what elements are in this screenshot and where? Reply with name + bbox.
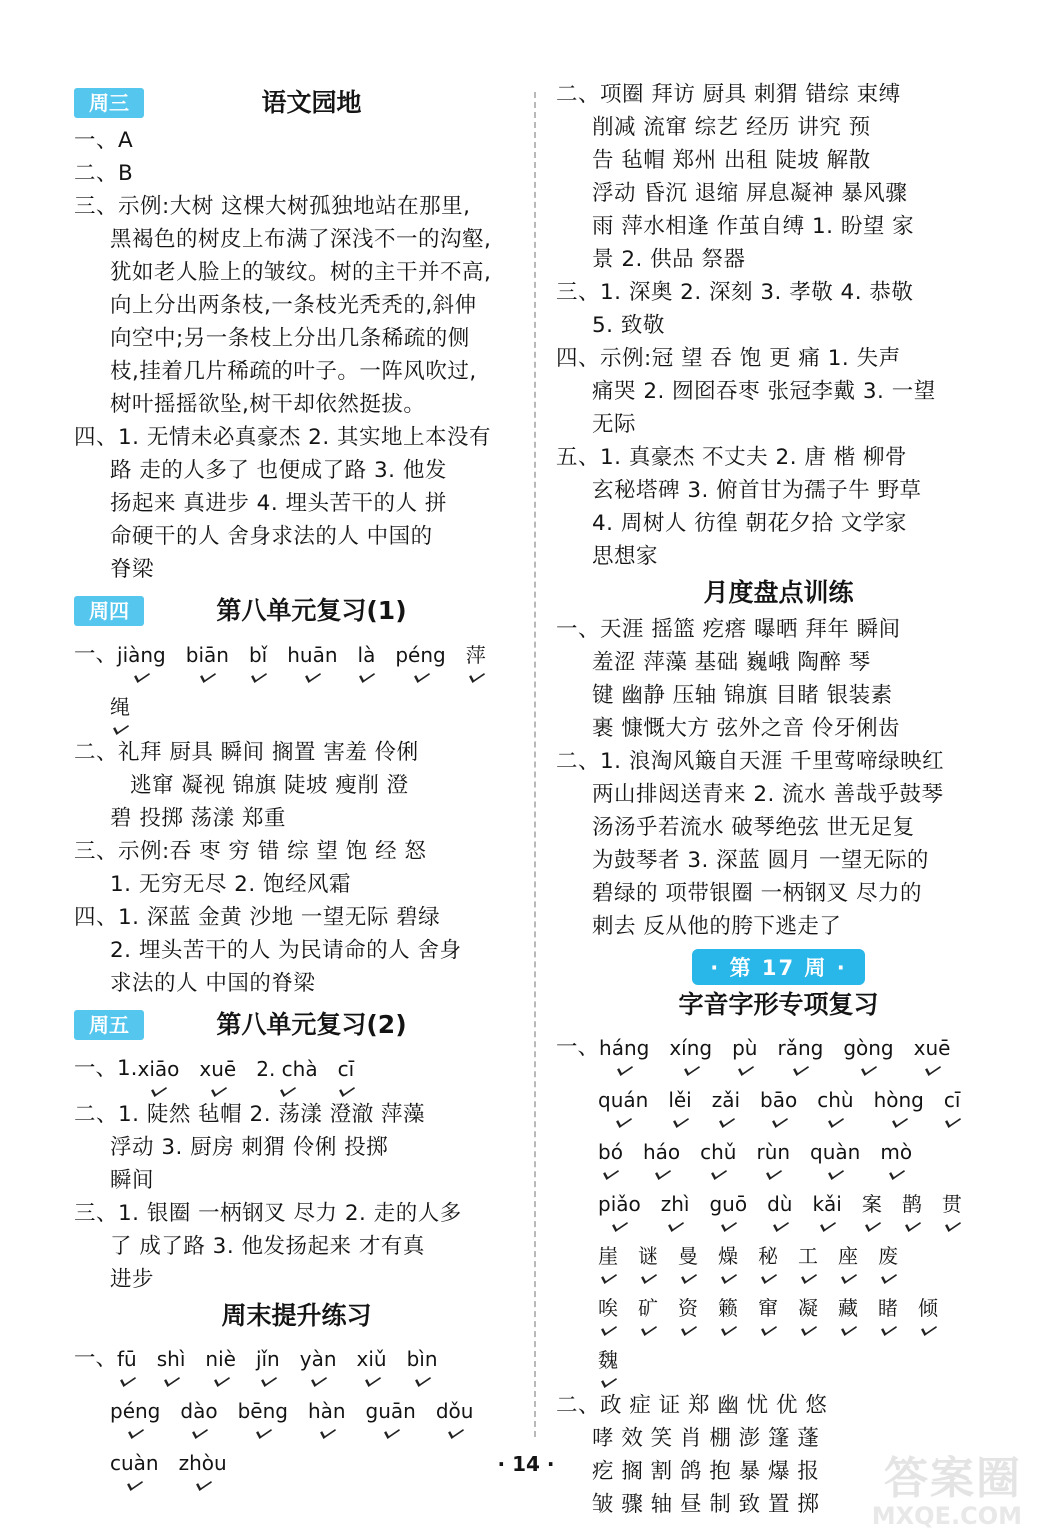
answer-line: 二、政 症 证 郑 幽 忧 优 悠 [556,1393,828,1418]
pinyin-item: huān [287,632,337,684]
week-badge: · 第 17 周 · [556,949,1001,985]
pinyin-list [598,1285,938,1337]
watermark-url: MXQE.COM [871,1502,1022,1530]
pinyin-item: mò [880,1129,912,1181]
pinyin-item: quán [598,1077,648,1129]
answer-line: 命硬干的人 舍身求法的人 中国的 [110,524,433,549]
pinyin-item: xuē [914,1025,951,1077]
item-number: 一、 [74,1346,118,1371]
answer-line: 二、B [74,161,134,186]
answer-block [74,124,519,586]
answer-line: 求法的人 中国的脊梁 [110,971,316,996]
pinyin-item: 废 [878,1233,898,1285]
pinyin-item: dào [180,1388,217,1440]
answer-line: 向上分出两条枝,一条枝光秃秃的,斜伸 [110,293,477,318]
pinyin-item: zhì [661,1181,690,1233]
answer-block [556,78,1001,573]
answer-line: 三、1. 银圈 一柄钢叉 尽力 2. 走的人多 [74,1201,462,1226]
answer-line: 逃窜 凝视 锦旗 陡坡 瘦削 澄 [130,773,409,798]
pinyin-item: cī [338,1046,355,1098]
section-header [74,82,519,124]
pinyin-row [556,1233,1001,1285]
pinyin-item: 倾 [918,1285,938,1337]
watermark-logo: 答案圈 [884,1453,1022,1504]
answer-line: 脊梁 [110,557,155,582]
pinyin-item: bāo [760,1077,797,1129]
pinyin-item: 凝 [798,1285,818,1337]
answer-line: 为鼓琴者 3. 深蓝 圆月 一望无际的 [592,848,929,873]
section-header [74,1004,519,1046]
pinyin-list [74,1388,519,1440]
answer-line: 玄秘塔碑 3. 俯首甘为孺子牛 野草 [592,478,922,503]
pinyin-item: 资 [678,1285,698,1337]
pinyin-item: 贯 [942,1181,962,1233]
pinyin-item: zhòu [179,1440,227,1492]
pinyin-item: péng [395,632,445,684]
answer-line: 树叶摇摇欲坠,树干却依然挺拔。 [110,392,426,417]
pinyin-list [598,1337,618,1389]
answer-line: 了 成了路 3. 他发扬起来 才有真 [110,1234,425,1259]
pinyin-item: hòng [874,1077,924,1129]
answer-line: 裹 慷慨大方 弦外之音 伶牙俐齿 [592,716,901,741]
item-number: 一、 [556,1035,600,1060]
answer-line: 三、示例:吞 枣 穷 错 综 望 饱 经 怒 [74,839,427,864]
pinyin-item: 崖 [598,1233,618,1285]
pinyin-item: 曼 [678,1233,698,1285]
answer-line: 进步 [110,1267,155,1292]
pinyin-item: 矿 [638,1285,658,1337]
pinyin-item: bó [598,1129,623,1181]
pinyin-item: 鹊 [902,1181,922,1233]
pinyin-row [556,1337,1001,1389]
pinyin-item: háo [643,1129,680,1181]
pinyin-item: guān [366,1388,416,1440]
section-title: 字音字形专项复习 [678,990,879,1019]
answer-line: 无际 [592,412,637,437]
pinyin-item: bìn [407,1336,438,1388]
pinyin-item: chǔ [700,1129,736,1181]
pinyin-row [556,1181,1001,1233]
answer-line: 三、1. 深奥 2. 深刻 3. 孝敬 4. 恭敬 [556,280,914,305]
pinyin-item: bēng [238,1388,288,1440]
answer-line: 二、项圈 拜访 厨具 刺猬 错综 束缚 [556,82,901,107]
day-tag: 周三 [74,88,144,118]
column-divider [534,92,536,1437]
pinyin-item: xuē [199,1046,236,1098]
pinyin-item: lěi [668,1077,691,1129]
pinyin-row [556,1129,1001,1181]
pinyin-item: 燥 [718,1233,738,1285]
answer-line: 四、1. 深蓝 金黄 沙地 一望无际 碧绿 [74,905,441,930]
pinyin-item: zǎi [712,1077,740,1129]
pinyin-item: 魏 [598,1337,618,1389]
pinyin-item: 案 [862,1181,882,1233]
pinyin-item: chù [817,1077,853,1129]
pinyin-item: dù [767,1181,792,1233]
pinyin-item: cuàn [110,1440,159,1492]
answer-line: 碧 投掷 荡漾 郑重 [110,806,287,831]
pinyin-item: biān [186,632,229,684]
section-title: 第八单元复习(1) [216,596,407,625]
pinyin-list [599,1025,950,1077]
pinyin-item: pù [732,1025,757,1077]
pinyin-list [138,1046,355,1098]
pinyin-item: là [358,632,376,684]
pinyin-item: háng [599,1025,649,1077]
answer-line: 四、1. 无情未必真豪杰 2. 其实地上本没有 [74,425,492,450]
item-number: 一、1. [74,1056,138,1081]
answer-line: 思想家 [592,544,659,569]
pinyin-item: cī [944,1077,961,1129]
answer-line: 1. 无穷无尽 2. 饱经风霜 [110,872,352,897]
answer-line: 一、天涯 摇篮 疙瘩 曝晒 拜年 瞬间 [556,617,901,642]
pinyin-row [74,1336,519,1388]
pinyin-item: 唉 [598,1285,618,1337]
pinyin-list [598,1181,962,1233]
pinyin-block [556,1025,1001,1389]
pinyin-row [556,1285,1001,1337]
pinyin-item: 窜 [758,1285,778,1337]
answer-line: 哮 效 笑 肖 棚 澎 篷 蓬 [592,1426,820,1451]
answer-line: 2. 埋头苦干的人 为民请命的人 舍身 [110,938,462,963]
pinyin-item: 藏 [838,1285,858,1337]
answer-line: 皱 骤 轴 昼 制 致 置 掷 [592,1492,820,1517]
pinyin-item: 2. chà [256,1046,317,1098]
answer-line: 碧绿的 项带银圈 一柄钢叉 尽力的 [592,881,923,906]
pinyin-item: gòng [843,1025,893,1077]
pinyin-row [556,1025,1001,1077]
pinyin-item: xíng [669,1025,712,1077]
answer-line: 两山排闼送青来 2. 流水 善哉乎鼓琴 [592,782,944,807]
pinyin-item: xiāo [138,1046,180,1098]
answer-line: 二、1. 浪淘风簸自天涯 千里莺啼绿映红 [556,749,945,774]
pinyin-item: kǎi [812,1181,841,1233]
answer-line: 键 幽静 压轴 锦旗 目睹 银装素 [592,683,893,708]
answer-line: 枝,挂着几片稀疏的叶子。一阵风吹过, [110,359,477,384]
pinyin-item: fū [117,1336,137,1388]
pinyin-list [74,684,519,736]
item-number: 一、 [74,642,118,667]
pinyin-item: piǎo [598,1181,641,1233]
answer-line: 削减 流窜 综艺 经历 讲究 预 [592,115,871,140]
pinyin-item: rǎng [777,1025,823,1077]
answer-line: 一、A [74,128,134,153]
answer-line: 汤汤乎若流水 破琴绝弦 世无足复 [592,815,915,840]
pinyin-item: yàn [300,1336,337,1388]
section-title: 第八单元复习(2) [216,1010,407,1039]
pinyin-list [117,632,486,684]
pinyin-row [556,1077,1001,1129]
answer-line: 向空中;另一条枝上分出几条稀疏的侧 [110,326,470,351]
pinyin-item: 绳 [110,684,130,736]
right-column [556,78,1001,1521]
pinyin-list [598,1129,912,1181]
page-number: · 14 · [497,1452,555,1476]
section-title: 月度盘点训练 [703,578,854,607]
section-header [74,590,519,632]
answer-line: 瞬间 [110,1168,155,1193]
answer-line: 三、示例:大树 这棵大树孤独地站在那里, [74,194,471,219]
answer-line: 四、示例:冠 望 吞 饱 更 痛 1. 失声 [556,346,901,371]
pinyin-list [598,1233,898,1285]
answer-line: 二、1. 陡然 毡帽 2. 荡漾 澄澈 萍藻 [74,1102,426,1127]
section-title: 语文园地 [261,88,362,117]
answer-line: 五、1. 真豪杰 不丈夫 2. 唐 楷 柳骨 [556,445,908,470]
pinyin-item: quàn [810,1129,860,1181]
pinyin-item: 秘 [758,1233,778,1285]
answer-line: 浮动 3. 厨房 刺猬 伶俐 投掷 [110,1135,389,1160]
pinyin-list [117,1336,438,1388]
answer-line: 路 走的人多了 也便成了路 3. 他发 [110,458,447,483]
pinyin-item: péng [110,1388,160,1440]
answer-line: 浮动 昏沉 退缩 屏息凝神 暴风骤 [592,181,908,206]
answer-line: 雨 萍水相逢 作茧自缚 1. 盼望 家 [592,214,915,239]
pinyin-item: jǐn [256,1336,280,1388]
answer-line: 羞涩 萍藻 基础 巍峨 陶醉 琴 [592,650,871,675]
answer-line: 扬起来 真进步 4. 埋头苦干的人 拼 [110,491,447,516]
pinyin-item: rùn [756,1129,790,1181]
pinyin-item: jiàng [117,632,166,684]
pinyin-item: 工 [798,1233,818,1285]
pinyin-item: shì [157,1336,186,1388]
pinyin-row [74,1046,519,1098]
answer-line: 疙 搁 割 鸽 抱 暴 爆 报 [592,1459,820,1484]
day-tag: 周四 [74,596,144,626]
answer-line: 刺去 反从他的胯下逃走了 [592,914,842,939]
pinyin-item: guō [709,1181,747,1233]
pinyin-row [74,632,519,684]
pinyin-item: 萍 [466,632,486,684]
answer-line: 二、礼拜 厨具 瞬间 搁置 害羞 伶俐 [74,740,419,765]
pinyin-item: niè [205,1336,236,1388]
pinyin-item: xiǔ [357,1336,387,1388]
answer-line: 痛哭 2. 囫囵吞枣 张冠李戴 3. 一望 [592,379,936,404]
answer-line: 5. 致敬 [592,313,665,338]
pinyin-list [598,1077,960,1129]
answer-line: 4. 周树人 彷徨 朝花夕拾 文学家 [592,511,907,536]
pinyin-item: 睹 [878,1285,898,1337]
answer-line: 告 毡帽 郑州 出租 陡坡 解散 [592,148,871,173]
answer-block [556,613,1001,943]
answer-line: 景 2. 供品 祭器 [592,247,746,272]
pinyin-item: dǒu [436,1388,474,1440]
pinyin-item: bǐ [249,632,267,684]
answer-line: 犹如老人脸上的皱纹。树的主干并不高, [110,260,492,285]
pinyin-item: 籁 [718,1285,738,1337]
day-tag: 周五 [74,1010,144,1040]
answer-line: 黑褐色的树皮上布满了深浅不一的沟壑, [110,227,492,252]
section-title: 周末提升练习 [221,1301,372,1330]
pinyin-item: hàn [308,1388,346,1440]
pinyin-item: 谜 [638,1233,658,1285]
pinyin-item: 座 [838,1233,858,1285]
left-column [74,78,519,1492]
